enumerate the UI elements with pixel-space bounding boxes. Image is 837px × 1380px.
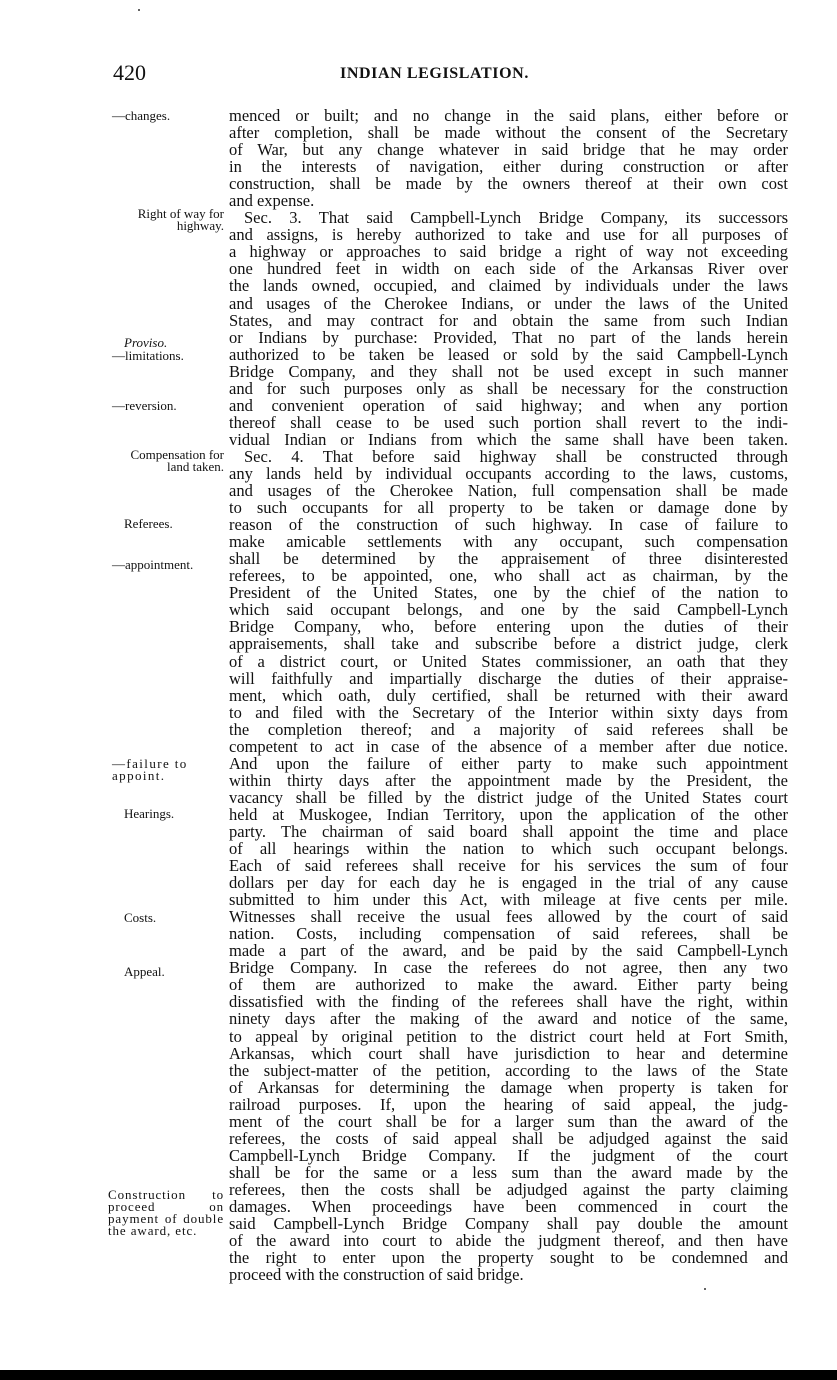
body-line: referees, to be appointed, one, who shall act as chairman, by the bbox=[229, 566, 788, 586]
body-line: ment of the court shall be for a larger sum than the award of the bbox=[229, 1111, 788, 1131]
body-line: referees, then the costs shall be adjudged against the party claiming bbox=[229, 1179, 788, 1199]
body-line: submitted to him under this Act, with mileage at five cents per mile. bbox=[229, 890, 788, 910]
margin-note-limitations: —limitations. bbox=[112, 348, 184, 363]
body-line: and for such purposes only as shall be necessary for the construction bbox=[229, 378, 788, 398]
body-line: and usages of the Cherokee Nation, full compensation shall be made bbox=[229, 481, 788, 501]
body-line: thereof shall cease to be used such portion shall revert to the indi- bbox=[229, 412, 788, 432]
body-line: or Indians by purchase: Provided, That no part of the lands herein bbox=[229, 327, 788, 347]
scan-speck bbox=[138, 9, 140, 11]
body-line: of War, but any change whatever in said bridge that he may order bbox=[229, 140, 788, 160]
margin-note-appointment: —appointment. bbox=[112, 557, 194, 572]
body-line: make amicable settlements with any occupant, such compensation bbox=[229, 532, 788, 552]
body-line: and convenient operation of said highway; and when any portion bbox=[229, 395, 788, 415]
body-line: Bridge Company. In case the referees do not agree, then any two bbox=[229, 958, 788, 978]
margin-note-construction: Construction to proceed on payment of double the award, etc. bbox=[108, 1187, 224, 1238]
body-line: dissatisfied with the finding of the referees shall have the right, within bbox=[229, 992, 788, 1012]
body-line: and expense. bbox=[229, 191, 315, 211]
body-line: to such occupants for all property to be taken or damage done by bbox=[229, 498, 788, 518]
body-line: the completion thereof; and a majority of said referees shall be bbox=[229, 719, 788, 739]
body-line: vacancy shall be filled by the district judge of the United States court bbox=[229, 787, 788, 807]
body-line: vidual Indian or Indians from which the same shall have been taken. bbox=[229, 429, 788, 449]
body-line: of a district court, or United States commissioner, an oath that they bbox=[229, 651, 788, 671]
body-line: reason of the construction of such highway. In case of failure to bbox=[229, 515, 788, 535]
body-line: ment, which oath, duly certified, shall be returned with their award bbox=[229, 685, 788, 705]
body-line: made a part of the award, and be paid by the said Campbell-Lynch bbox=[229, 941, 788, 961]
margin-note-hearings: Hearings. bbox=[124, 806, 175, 821]
body-line: to appeal by original petition to the district court held at Fort Smith, bbox=[229, 1026, 788, 1046]
margin-note-proviso: Proviso. bbox=[124, 335, 168, 350]
body-line: and assigns, is hereby authorized to take and use for all purposes of bbox=[229, 225, 788, 245]
body-line: after completion, shall be made without the consent of the Secretary bbox=[229, 123, 788, 143]
margin-note-failure-to-appoint: —failure to appoint. bbox=[112, 756, 188, 783]
body-line: of the award into court to abide the judgment thereof, and then have bbox=[229, 1231, 788, 1251]
section-4-heading-line: Sec. 4. That before said highway shall be constructed through bbox=[244, 446, 788, 466]
body-line: menced or built; and no change in the said plans, either before or bbox=[229, 106, 788, 125]
body-line: of all hearings within the nation to which such occupant belongs. bbox=[229, 839, 788, 859]
body-line: any lands held by individual occupants according to the laws, customs, bbox=[229, 463, 788, 483]
body-line: Witnesses shall receive the usual fees allowed by the court of said bbox=[229, 907, 788, 927]
body-line: a highway or approaches to said bridge a right of way not exceeding bbox=[229, 242, 788, 262]
body-line: one hundred feet in width on each side of the Arkansas River over bbox=[229, 259, 788, 279]
body-line: competent to act in case of the absence of a member after due notice. bbox=[229, 736, 788, 756]
body-line: will faithfully and impartially discharge the duties of their appraise- bbox=[229, 668, 788, 688]
body-line: ninety days after the making of the award and notice of the same, bbox=[229, 1009, 788, 1029]
margin-note-referees: Referees. bbox=[124, 516, 173, 531]
margin-note-right-of-way: Right of way for highway. bbox=[137, 206, 224, 233]
body-line: held at Muskogee, Indian Territory, upon the application of the other bbox=[229, 804, 788, 824]
page-number: 420 bbox=[113, 60, 146, 85]
body-line: damages. When proceedings have been commenced in court the bbox=[229, 1197, 788, 1216]
body-line: said Campbell-Lynch Bridge Company shall pay double the amount bbox=[229, 1214, 788, 1234]
body-line: shall be for the same or a less sum than the award made by the bbox=[229, 1162, 788, 1182]
body-line: President of the United States, one by the chief of the nation to bbox=[229, 583, 788, 603]
body-line: the subject-matter of the petition, according to the laws of the State bbox=[229, 1060, 788, 1080]
body-line: the lands owned, occupied, and claimed by individuals under the laws bbox=[229, 276, 788, 296]
body-line: within thirty days after the appointment made by the President, the bbox=[229, 770, 788, 790]
body-line: nation. Costs, including compensation of said referees, shall be bbox=[229, 924, 788, 944]
body-line: and usages of the Cherokee Indians, or under the laws of the United bbox=[229, 293, 788, 313]
section-3-heading-line: Sec. 3. That said Campbell-Lynch Bridge Company, its successors bbox=[244, 208, 788, 228]
body-line: which said occupant belongs, and one by the said Campbell-Lynch bbox=[229, 600, 788, 620]
margin-note-compensation: Compensation for land taken. bbox=[130, 447, 224, 474]
margin-note-appeal: Appeal. bbox=[124, 964, 165, 979]
body-line: party. The chairman of said board shall appoint the time and place bbox=[229, 821, 788, 841]
body-line: Arkansas, which court shall have jurisdiction to hear and determine bbox=[229, 1043, 788, 1063]
body-line: Each of said referees shall receive for his services the sum of four bbox=[229, 856, 788, 876]
scan-speck bbox=[704, 1288, 706, 1290]
body-line: appraisements, shall take and subscribe before a district judge, clerk bbox=[229, 634, 788, 654]
body-line: railroad purposes. If, upon the hearing of said appeal, the judg- bbox=[229, 1094, 788, 1114]
body-line: of Arkansas for determining the damage when property is taken for bbox=[229, 1077, 788, 1097]
body-line: construction, shall be made by the owners thereof at their own cost bbox=[229, 174, 788, 194]
margin-note-costs: Costs. bbox=[124, 910, 157, 925]
body-line: Campbell-Lynch Bridge Company. If the judgment of the court bbox=[229, 1145, 788, 1165]
body-line: States, and may contract for and obtain the same from such Indian bbox=[229, 310, 788, 330]
body-text bbox=[229, 107, 788, 1283]
body-line: referees, the costs of said appeal shall be adjudged against the said bbox=[229, 1128, 788, 1148]
body-line: the right to enter upon the property sought to be condemned and bbox=[229, 1248, 788, 1268]
body-line: in the interests of navigation, either during construction or after bbox=[229, 157, 788, 177]
body-line: shall be determined by the appraisement of three disinterested bbox=[229, 549, 788, 569]
body-line: proceed with the construction of said bridge. bbox=[229, 1265, 524, 1285]
running-head: INDIAN LEGISLATION. bbox=[340, 65, 529, 82]
body-line: dollars per day for each day he is engaged in the trial of any cause bbox=[229, 873, 788, 893]
body-line: Bridge Company, and they shall not be used except in such manner bbox=[229, 361, 788, 381]
scan-bottom-edge bbox=[0, 1370, 837, 1380]
body-line: to and filed with the Secretary of the Interior within sixty days from bbox=[229, 702, 788, 722]
margin-note-reversion: —reversion. bbox=[112, 398, 177, 413]
body-line: authorized to be taken be leased or sold by the said Campbell-Lynch bbox=[229, 344, 788, 364]
body-line: And upon the failure of either party to make such appointment bbox=[229, 753, 788, 773]
body-line: Bridge Company, who, before entering upon the duties of their bbox=[229, 617, 788, 637]
margin-note-changes: —changes. bbox=[112, 108, 171, 123]
body-line: of them are authorized to make the award. Either party being bbox=[229, 975, 788, 995]
